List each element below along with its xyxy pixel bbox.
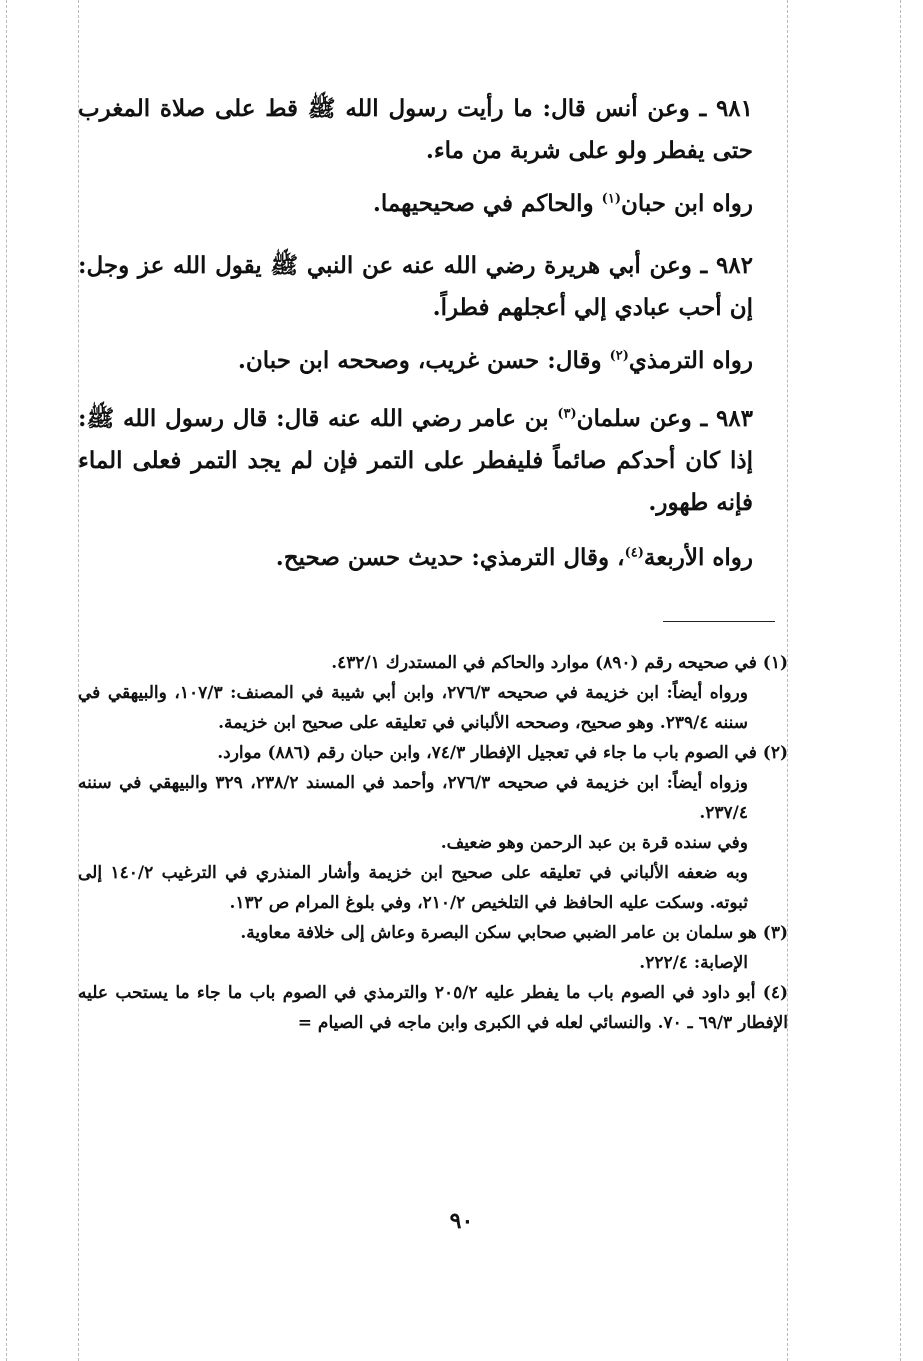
hadith-983 [78, 398, 783, 524]
scan-guide-line [6, 0, 7, 1361]
footnote-2: (٢) في الصوم باب ما جاء في تعجيل الإفطار ٧٤/٣، وابن حبان رقم (٨٨٦) موارد. [217, 743, 788, 763]
scan-guide-line [900, 0, 901, 1361]
hadith-983-source [78, 537, 783, 579]
hadith-source: رواه الترمذي$^{(٢)}$ وقال: حسن غريب، وصححه ابن حبان. [237, 347, 753, 374]
hadith-source: رواه الأربعة$^{(٤)}$، وقال الترمذي: حديث حسن صحيح. [275, 544, 753, 571]
footnote-2-continuation: وزواه أيضاً: ابن خزيمة في صحيحه ٢٧٦/٣، وأحمد في المسند ٢٣٨/٢، ٣٢٩ والبيهقي في سننه ٢٣٧/٤. [78, 773, 749, 823]
footnote-4: (٤) أبو داود في الصوم باب ما يفطر عليه ٢٠٥/٢ والترمذي في الصوم باب ما جاء ما يستحب عليه الإفطار ٦٩/٣ ـ ٧٠. والنسائي لعله في الكبرى وابن ماجه في الصيام = [78, 983, 788, 1033]
hadith-text: ٩٨٢ ـ وعن أبي هريرة رضي الله عنه عن النبي ﷺ يقول الله عز وجل: إن أحب عبادي إلي أعجلهم فطراً. [78, 252, 753, 321]
footnote-separator [663, 621, 775, 622]
hadith-text: ٩٨١ ـ وعن أنس قال: ما رأيت رسول الله ﷺ قط على صلاة المغرب حتى يفطر ولو على شربة من ماء. [78, 95, 753, 164]
page-number: ٩٠ [449, 1208, 474, 1234]
footnote-ref-1: (١) [601, 191, 621, 207]
hadith-981-source [78, 183, 783, 225]
hadith-text: ٩٨٣ ـ وعن سلمان$^{(٣)}$ بن عامر رضي الله عنه قال: قال رسول الله ﷺ: إذا كان أحدكم صائماً فليفطر على التمر فإن لم يجد التمر فعلى الماء فإنه طهور. [78, 405, 753, 516]
hadith-982-source [78, 340, 783, 382]
footnote-3-continuation: الإصابة: ٢٢٢/٤. [639, 953, 748, 973]
hadith-982 [78, 245, 783, 329]
footnote-ref-2: (٢) [609, 348, 629, 364]
footnote-3: (٣) هو سلمان بن عامر الضبي صحابي سكن البصرة وعاش إلى خلافة معاوية. [240, 923, 788, 943]
footnote-ref-3: (٣) [557, 406, 577, 422]
footnote-1: (١) في صحيحه رقم (٨٩٠) موارد والحاكم في المستدرك ٤٣٢/١. [331, 653, 788, 673]
footnotes [78, 648, 788, 1038]
hadith-source: رواه ابن حبان$^{(١)}$ والحاكم في صحيحيهما. [372, 190, 753, 217]
footnote-ref-4: (٤) [624, 545, 644, 561]
footnote-2-continuation: وبه ضعفه الألباني في تعليقه على صحيح ابن خزيمة وأشار المنذري في الترغيب ١٤٠/٢ إلى ثبوته. وسكت عليه الحافظ في التلخيص ٢١٠/٢، وفي بلوغ المرام ص ١٣٢. [78, 863, 748, 913]
footnote-1-continuation: ورواه أيضاً: ابن خزيمة في صحيحه ٢٧٦/٣، وابن أبي شيبة في المصنف: ١٠٧/٣، والبيهقي في سننه ٢٣٩/٤. وهو صحيح، وصححه الألباني في تعليقه على صحيح ابن خزيمة. [78, 683, 748, 733]
hadith-981 [78, 88, 783, 172]
footnote-2-continuation: وفي سنده قرة بن عبد الرحمن وهو ضعيف. [440, 833, 748, 853]
